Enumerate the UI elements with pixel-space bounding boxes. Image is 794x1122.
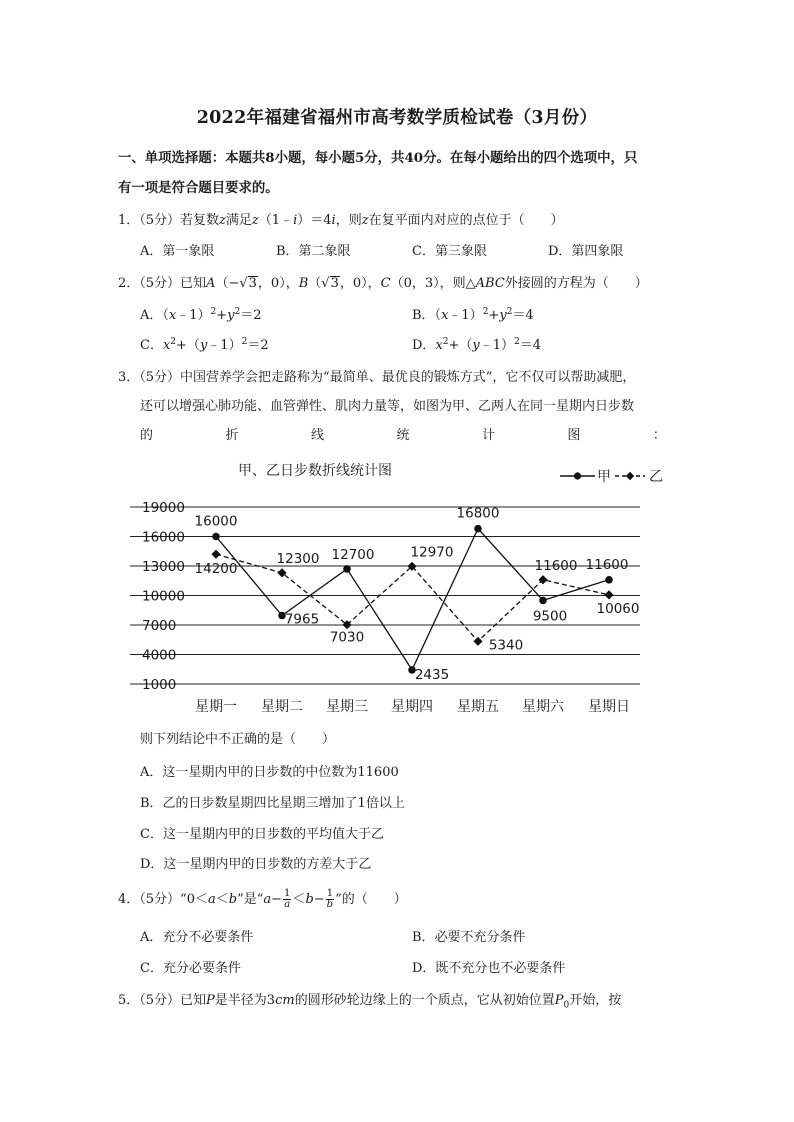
q1-text-f: 在复平面内对应的点位于（ ） (368, 213, 564, 228)
q1-var-z: z (219, 213, 226, 228)
q2b-a: ﹣1） (448, 308, 483, 323)
q2a-b: + (216, 308, 228, 323)
q1-text-d: ）＝4 (297, 213, 332, 228)
q4-option-b: B．必要不充分条件 (412, 930, 526, 945)
q5-unit-cm: cm (275, 993, 295, 1008)
q2d-a: +（ (448, 338, 473, 353)
q2d-sup2: 2 (514, 337, 520, 347)
q4-frac2-num: 1 (326, 888, 334, 899)
q3-option-d: D．这一星期内甲的日步数的方差大于乙 (140, 857, 372, 872)
q2-option-d (412, 334, 541, 353)
q3-char: 统 (396, 428, 410, 443)
q2-option-b (412, 304, 534, 323)
data-label-yi: 5340 (488, 637, 524, 654)
q2b-label: B．（ (412, 308, 442, 323)
data-label-jia: 16000 (194, 513, 238, 530)
y-tick-label: 7000 (142, 618, 177, 634)
q4-var-b2: b (305, 892, 314, 907)
y-tick-label: 10000 (142, 588, 185, 605)
data-label-jia: 12700 (331, 546, 375, 563)
y-tick-label: 13000 (142, 559, 185, 575)
q4-fraction-1-over-a (283, 889, 291, 910)
q3-char: 线 (310, 428, 324, 443)
q2d-x: x (435, 338, 443, 353)
q2c-b: ﹣1） (207, 338, 242, 353)
q2d-sup1: 2 (442, 337, 449, 347)
q1-var-z2: z (251, 213, 259, 228)
q3-question: 则下列结论中不正确的是（ ） (140, 732, 336, 747)
q2c-sup1: 2 (170, 337, 177, 347)
q4-var-a: a (207, 892, 216, 907)
y-tick-label: 19000 (142, 500, 185, 516)
data-label-yi: 14200 (194, 561, 238, 578)
data-label-jia: 2435 (414, 666, 450, 683)
question-3-stem-line2: 还可以增强心肺功能、血管弹性、肌肉力量等，如图为甲、乙两人在同一星期内日步数 (140, 399, 635, 414)
q5-var-P0: P (554, 993, 564, 1008)
point-yi (604, 590, 613, 599)
q2-text-b: （− (215, 276, 240, 291)
q4-lt2: ＜ (292, 892, 306, 907)
legend-marker-yi (626, 472, 634, 480)
q2a-y: y (227, 308, 235, 323)
q5-subscript: 0 (563, 1000, 570, 1011)
y-tick-label: 1000 (142, 677, 177, 693)
page-title: 2022年福建省福州市高考数学质检试卷（3月份） (196, 108, 598, 128)
q2a-c: ＝2 (240, 308, 262, 323)
data-label-yi: 7030 (329, 629, 365, 646)
x-tick-label: 星期三 (326, 699, 368, 715)
q2-var-ABC: ABC (475, 276, 505, 291)
q5-text-a: 5．（5分）已知 (118, 993, 207, 1008)
q2-var-A: A (206, 276, 216, 291)
x-tick-label: 星期二 (261, 699, 303, 715)
q2b-y: y (499, 308, 507, 323)
q2-sqrt-a: 3 (248, 276, 257, 291)
q2c-x: x (162, 338, 171, 353)
question-3-stem-line3 (140, 424, 666, 443)
q1-option-c: C．第三象限 (412, 244, 487, 259)
q2c-label: C． (140, 338, 163, 353)
q2c-sup2: 2 (241, 337, 248, 347)
q2-text-d: （ (308, 276, 322, 291)
section-heading-line1: 一、单项选择题：本题共8小题，每小题5分，共40分。在每小题给出的四个选项中，只 (118, 150, 638, 166)
q3-option-a: A．这一星期内甲的日步数的中位数为11600 (140, 765, 399, 780)
q1-var-i: i (293, 213, 298, 228)
q2-text-a: 2．（5分）已知 (118, 276, 207, 291)
data-label-jia: 9500 (532, 608, 568, 625)
q4-option-d: D．既不充分也不必要条件 (412, 961, 566, 976)
q3-char: 的 (140, 428, 154, 443)
q5-text-d: 开始，按 (569, 993, 622, 1008)
q4-var-a2: a (263, 892, 272, 907)
q4-minus2: − (313, 892, 325, 907)
section-heading-line2: 有一项是符合题目要求的。 (118, 180, 279, 196)
point-jia (539, 597, 547, 605)
q2-var-C: C (380, 276, 391, 291)
q2a-a: ﹣1） (176, 308, 211, 323)
q4-frac2-den: b (326, 899, 334, 910)
q1-text-a: 1．（5分）若复数 (118, 213, 220, 228)
q2b-sup1: 2 (482, 307, 489, 317)
q3-option-b: B．乙的日步数星期四比星期三增加了1倍以上 (140, 796, 405, 811)
q4-var-b: b (228, 892, 238, 907)
q4-frac1-den: a (284, 899, 291, 910)
q2b-b: + (488, 308, 500, 323)
q2-text-e: ，0）， (339, 276, 381, 291)
question-4-stem (118, 888, 407, 910)
q1-text-b: 满足 (225, 213, 252, 228)
q1-text-e: ，则 (335, 213, 362, 228)
q4-option-a: A．充分不必要条件 (140, 930, 254, 945)
q2-text-f: （0，3），则△ (390, 276, 476, 291)
q1-var-i2: i (331, 213, 336, 228)
q4-text-a: 4．（5分）“0＜ (118, 892, 208, 907)
point-jia (605, 576, 613, 584)
data-label-jia: 11600 (585, 556, 629, 573)
point-jia (474, 525, 482, 533)
q1-option-a: A．第一象限 (140, 244, 215, 259)
x-tick-label: 星期五 (457, 699, 499, 715)
point-yi (211, 550, 220, 559)
q2a-label: A．（ (140, 308, 169, 323)
point-jia (212, 533, 220, 541)
q5-text-b: 是半径为3 (214, 993, 276, 1008)
q3-option-c: C．这一星期内甲的日步数的平均值大于乙 (140, 827, 384, 842)
q3-char: 折 (225, 428, 239, 443)
q3-char: ： (652, 428, 666, 443)
data-label-jia: 7965 (284, 611, 320, 628)
x-tick-label: 星期一 (195, 699, 237, 715)
q2d-c: ＝4 (519, 338, 542, 353)
q2c-y: y (199, 338, 208, 353)
q2b-c: ＝4 (512, 308, 534, 323)
q2a-sup2: 2 (234, 307, 241, 317)
q2a-sup1: 2 (210, 307, 217, 317)
q4-text-c: ”的（ ） (335, 892, 407, 907)
data-label-jia: 16800 (456, 505, 500, 522)
x-tick-label: 星期四 (391, 699, 433, 715)
legend-label-yi: 乙 (649, 469, 663, 485)
q1-text-c: （1﹣ (258, 213, 294, 228)
q5-var-P: P (206, 993, 215, 1008)
x-tick-label: 星期日 (588, 699, 630, 715)
q4-minus: − (271, 892, 283, 907)
question-1-stem (118, 209, 564, 228)
q2-option-a (140, 304, 262, 323)
point-yi (473, 637, 482, 646)
q5-text-c: 的圆形砂轮边缘上的一个质点，它从初始位置 (294, 993, 555, 1008)
q2c-c: ＝2 (247, 338, 269, 353)
y-tick-label: 16000 (142, 529, 185, 546)
data-label-yi: 12300 (276, 550, 320, 567)
step-count-line-chart (120, 450, 680, 722)
q1-option-b: B．第二象限 (276, 244, 351, 259)
q4-option-c: C．充分必要条件 (140, 961, 241, 976)
q2-var-B: B (298, 276, 309, 291)
q2-option-c (140, 334, 269, 353)
data-label-yi: 12970 (410, 544, 454, 561)
y-tick-label: 4000 (142, 647, 177, 664)
q4-frac1-num: 1 (284, 888, 291, 899)
q2-text-g: 外接圆的方程为（ ） (504, 276, 648, 291)
q4-lt: ＜ (215, 892, 229, 907)
q2d-y: y (472, 338, 480, 353)
question-3-stem-line1: 3．（5分）中国营养学会把走路称为“最简单、最优良的锻炼方式”，它不仅可以帮助减肥， (118, 370, 636, 385)
q2-text-c: ，0）， (257, 276, 299, 291)
q2a-x: x (168, 308, 177, 323)
q1-var-z3: z (361, 213, 369, 228)
legend-marker-jia (574, 472, 581, 479)
q2d-label: D． (412, 338, 436, 353)
q2b-sup2: 2 (506, 307, 513, 317)
q1-option-d: D．第四象限 (548, 244, 624, 259)
data-label-yi: 11600 (534, 557, 578, 574)
chart-title: 甲、乙日步数折线统计图 (238, 463, 392, 479)
question-5-stem (118, 989, 621, 1011)
q3-char: 图 (567, 428, 581, 443)
q2d-b: ﹣1） (479, 338, 515, 353)
question-2-stem: 2．（5分）已知A（−√3，0），B（√3，0），C（0，3），则△ABC外接圆的方程为（ ） (118, 276, 648, 291)
q2b-x: x (441, 308, 449, 323)
q4-text-b: ”是“ (237, 892, 264, 907)
q4-fraction-1-over-b (326, 889, 334, 910)
x-tick-label: 星期六 (522, 699, 564, 715)
data-label-yi: 10060 (596, 600, 640, 617)
q3-char: 计 (481, 428, 495, 443)
legend-label-jia: 甲 (597, 469, 611, 485)
q2c-a: +（ (176, 338, 200, 353)
q2-sqrt-b: 3 (330, 276, 339, 291)
point-jia (343, 565, 351, 573)
